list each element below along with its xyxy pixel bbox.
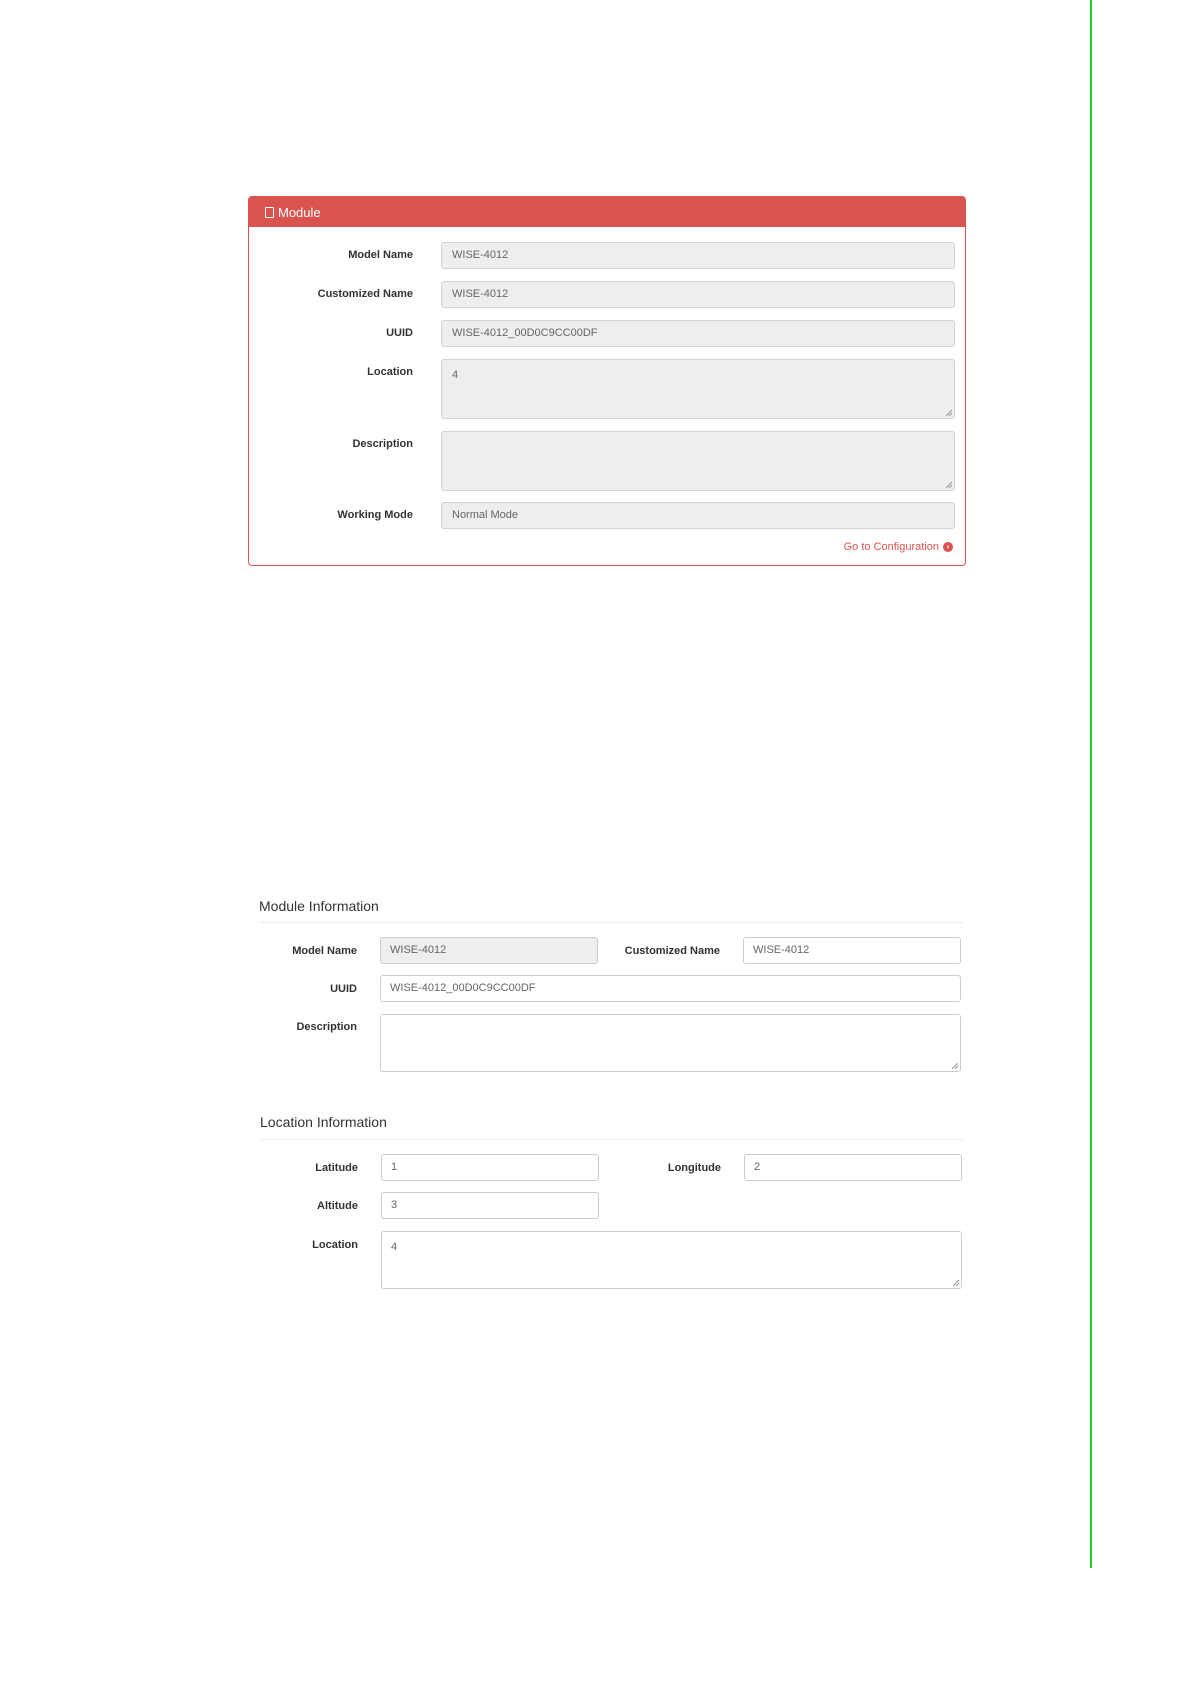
customized-name-field: WISE-4012 (441, 281, 955, 308)
description-label: Description (352, 438, 413, 450)
description-label: Description (296, 1021, 357, 1033)
resize-handle-icon (946, 410, 952, 416)
resize-handle-icon[interactable] (952, 1063, 958, 1069)
go-to-configuration-link[interactable] (844, 541, 953, 553)
altitude-input[interactable]: 3 (381, 1192, 599, 1219)
model-name-field: WISE-4012 (441, 242, 955, 269)
location-field (441, 359, 955, 419)
latitude-label: Latitude (315, 1162, 358, 1174)
uuid-label: UUID (330, 983, 357, 995)
description-field (441, 431, 955, 491)
module-panel-title: Module (278, 204, 321, 220)
working-mode-field: Normal Mode (441, 502, 955, 529)
uuid-input[interactable]: WISE-4012_00D0C9CC00DF (380, 975, 961, 1002)
customized-name-input[interactable]: WISE-4012 (743, 937, 961, 964)
module-information-title: Module Information (259, 898, 379, 914)
working-mode-label: Working Mode (337, 509, 413, 521)
location-input-text: 4 (391, 1241, 398, 1253)
arrow-circle-right-icon: › (943, 542, 953, 552)
model-name-label: Model Name (348, 249, 413, 261)
longitude-label: Longitude (667, 1162, 721, 1174)
section-divider (260, 1139, 963, 1140)
resize-handle-icon[interactable] (953, 1280, 959, 1286)
section-divider (259, 922, 963, 923)
square-icon (265, 207, 274, 218)
location-input[interactable] (381, 1231, 962, 1289)
customized-name-label: Customized Name (317, 288, 413, 300)
location-field-text: 4 (452, 369, 459, 381)
uuid-label: UUID (386, 327, 413, 339)
model-name-input: WISE-4012 (380, 937, 598, 964)
resize-handle-icon (946, 482, 952, 488)
module-panel (248, 196, 966, 566)
location-label: Location (367, 366, 413, 378)
go-to-configuration-label: Go to Configuration (843, 541, 939, 553)
uuid-field: WISE-4012_00D0C9CC00DF (441, 320, 955, 347)
location-information-title: Location Information (260, 1114, 387, 1130)
description-input[interactable] (380, 1014, 961, 1072)
location-label: Location (312, 1239, 358, 1251)
module-panel-header (249, 197, 965, 227)
model-name-label: Model Name (292, 945, 357, 957)
longitude-input[interactable]: 2 (744, 1154, 962, 1181)
page-margin-rule (1090, 0, 1092, 1568)
customized-name-label: Customized Name (624, 945, 720, 957)
latitude-input[interactable]: 1 (381, 1154, 599, 1181)
altitude-label: Altitude (317, 1200, 358, 1212)
